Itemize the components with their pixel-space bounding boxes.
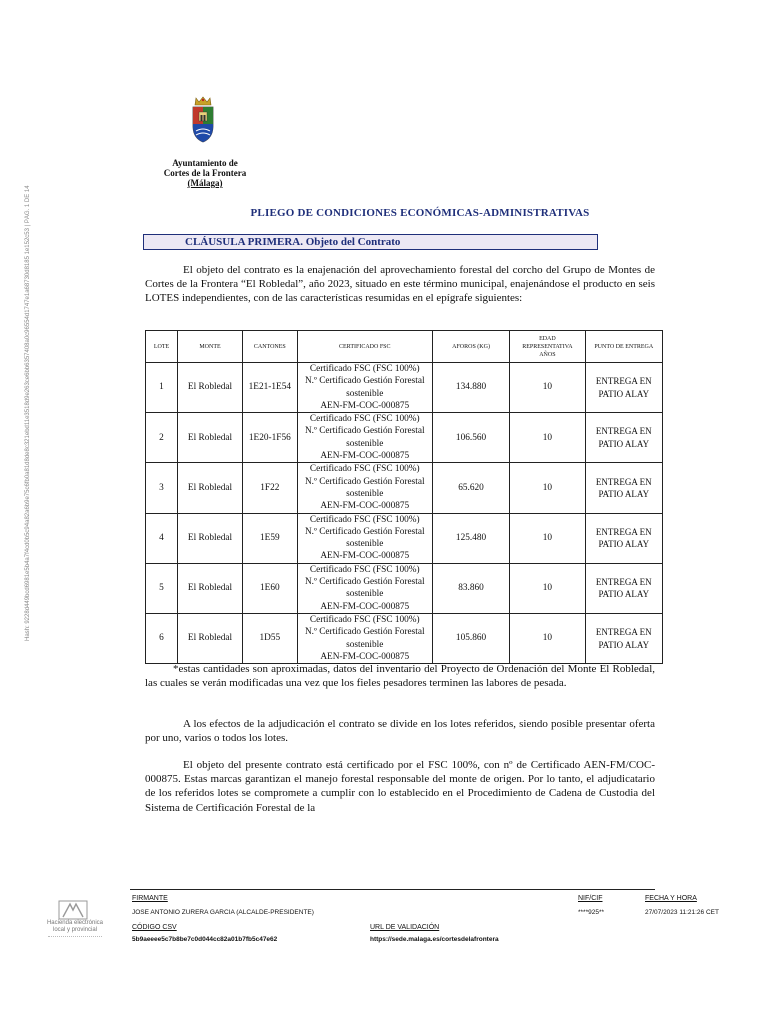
- cell-aforos: 105.860: [432, 613, 509, 663]
- cell-lote: 3: [146, 463, 178, 513]
- cell-monte: El Robledal: [177, 513, 242, 563]
- cert-line: N.º Certificado Gestión Forestal: [304, 476, 425, 487]
- table-row: [146, 463, 663, 513]
- cert-line: AEN-FM-COC-000875: [320, 451, 410, 462]
- cert-line: Certificado FSC (FSC 100%): [309, 464, 420, 475]
- firmante-value: JOSE ANTONIO ZURERA GARCIA (ALCALDE-PRESIDENTE): [132, 909, 314, 916]
- cell-aforos: 134.880: [432, 363, 509, 413]
- table-row: [146, 513, 663, 563]
- table-row: [146, 363, 663, 413]
- quantities-note: *estas cantidades son aproximadas, datos del inventario del Proyecto de Ordenación del Monte El Robledal, las cuales se verán modificadas una vez que los fieles pesadores terminen las labores de pesada.: [145, 663, 655, 690]
- lots-division-paragraph: A los efectos de la adjudicación el contrato se divide en los lotes referidos, siendo posible presentar oferta por uno, varios o todos los lotes.: [145, 718, 655, 745]
- cell-monte: El Robledal: [177, 563, 242, 613]
- validation-url-link[interactable]: https://sede.malaga.es/cortesdelafrontera: [370, 936, 499, 943]
- header-lote: LOTE: [146, 331, 178, 363]
- nif-value: ****925**: [578, 909, 605, 916]
- header-certificado: CERTIFICADO FSC: [297, 331, 432, 363]
- logo-line-2: local y provincial: [52, 927, 98, 933]
- cert-line: N.º Certificado Gestión Forestal: [304, 526, 425, 537]
- org-line-3: (Málaga): [187, 178, 223, 188]
- cert-line: N.º Certificado Gestión Forestal: [304, 376, 425, 387]
- cell-certificado: [297, 363, 432, 413]
- cell-certificado: [297, 563, 432, 613]
- fecha-label: FECHA Y HORA: [645, 895, 697, 902]
- cell-lote: 6: [146, 613, 178, 663]
- cell-edad: 10: [510, 413, 585, 463]
- cert-line: Certificado FSC (FSC 100%): [309, 564, 420, 575]
- cert-line: Certificado FSC (FSC 100%): [309, 364, 420, 374]
- cell-punto-entrega: ENTREGA EN PATIO ALAY: [585, 513, 662, 563]
- cert-line: sostenible: [346, 388, 384, 399]
- cell-aforos: 106.560: [432, 413, 509, 463]
- clause-title: CLÁUSULA PRIMERA. Objeto del Contrato: [185, 236, 401, 248]
- document-hash-stamp: Hash: 9228d449bcd6981e5b4a7f4cd0b5c94a82a6b9e75c6fb0a81d8de8c321ebd11e3518d9e263ce6bb6357408a0c96554d1747e1a68730d8185 1e152c53 | PÁG. 1 DE 14: [25, 185, 31, 641]
- cert-line: Certificado FSC (FSC 100%): [309, 514, 420, 525]
- cell-edad: 10: [510, 363, 585, 413]
- cert-line: AEN-FM-COC-000875: [320, 551, 410, 562]
- cell-edad: 10: [510, 613, 585, 663]
- cell-punto-entrega: ENTREGA EN PATIO ALAY: [585, 613, 662, 663]
- url-label: URL DE VALIDACIÓN: [370, 924, 440, 931]
- cell-certificado: [297, 463, 432, 513]
- cell-aforos: 125.480: [432, 513, 509, 563]
- cell-monte: El Robledal: [177, 363, 242, 413]
- lots-table: [145, 330, 663, 664]
- header-edad-line-2: REPRESENTATIVA: [522, 343, 573, 350]
- header-edad-line-1: EDAD: [539, 335, 556, 342]
- cert-line: sostenible: [346, 589, 384, 600]
- table-row: [146, 613, 663, 663]
- cell-punto-entrega: ENTREGA EN PATIO ALAY: [585, 363, 662, 413]
- organization-name: [150, 158, 260, 188]
- table-header-row: [146, 331, 663, 363]
- cell-certificado: [297, 613, 432, 663]
- table-row: [146, 563, 663, 613]
- table-row: [146, 413, 663, 463]
- org-line-1: Ayuntamiento de: [172, 158, 238, 168]
- cell-monte: El Robledal: [177, 463, 242, 513]
- cert-line: Certificado FSC (FSC 100%): [309, 414, 420, 425]
- cert-line: sostenible: [346, 488, 384, 499]
- cell-cantones: 1E20-1F56: [242, 413, 297, 463]
- coat-of-arms-icon: [190, 96, 216, 144]
- intro-paragraph: El objeto del contrato es la enajenación del aprovechamiento forestal del corcho del Grupo de Montes de Cortes de la Frontera “El Robledal”, año 2023, situado en este término municipal, enajenándose el producto en seis LOTES independientes, con de las características resumidas en el epígrafe siguientes:: [145, 264, 655, 305]
- header-cantones: CANTONES: [242, 331, 297, 363]
- cell-monte: El Robledal: [177, 613, 242, 663]
- cert-line: AEN-FM-COC-000875: [320, 501, 410, 512]
- cell-punto-entrega: ENTREGA EN PATIO ALAY: [585, 463, 662, 513]
- nif-label: NIF/CIF: [578, 895, 603, 902]
- header-edad: [510, 331, 585, 363]
- cert-line: N.º Certificado Gestión Forestal: [304, 577, 425, 588]
- header-monte: MONTE: [177, 331, 242, 363]
- cell-aforos: 65.620: [432, 463, 509, 513]
- cell-aforos: 83.860: [432, 563, 509, 613]
- cell-cantones: 1E60: [242, 563, 297, 613]
- cert-line: AEN-FM-COC-000875: [320, 601, 410, 612]
- cell-edad: 10: [510, 463, 585, 513]
- cell-cantones: 1F22: [242, 463, 297, 513]
- logo-line-1: Hacienda electrónica: [46, 920, 104, 926]
- hacienda-logo-icon: [58, 900, 88, 920]
- cell-lote: 1: [146, 363, 178, 413]
- footer-divider: [130, 889, 655, 890]
- cell-cantones: 1E59: [242, 513, 297, 563]
- csv-value: 5b9aeeee5c7b8be7c0d044cc82a01b7fb5c47e62: [132, 936, 278, 943]
- org-line-2: Cortes de la Frontera: [163, 168, 247, 178]
- csv-label: CÓDIGO CSV: [132, 924, 177, 931]
- firmante-label: FIRMANTE: [132, 895, 168, 902]
- cert-line: sostenible: [346, 639, 384, 650]
- cell-punto-entrega: ENTREGA EN PATIO ALAY: [585, 563, 662, 613]
- fecha-value: 27/07/2023 11:21:26 CET: [645, 909, 719, 916]
- cert-line: Certificado FSC (FSC 100%): [309, 614, 420, 625]
- header-punto-entrega: PUNTO DE ENTREGA: [585, 331, 662, 363]
- cell-edad: 10: [510, 563, 585, 613]
- document-title: PLIEGO DE CONDICIONES ECONÓMICAS-ADMINISTRATIVAS: [250, 207, 590, 219]
- header-aforos: AFOROS (KG): [432, 331, 509, 363]
- cert-line: sostenible: [346, 539, 384, 550]
- cell-certificado: [297, 513, 432, 563]
- cell-punto-entrega: ENTREGA EN PATIO ALAY: [585, 413, 662, 463]
- cell-lote: 4: [146, 513, 178, 563]
- hacienda-logo-text: [30, 920, 120, 940]
- cell-cantones: 1E21-1E54: [242, 363, 297, 413]
- cell-certificado: [297, 413, 432, 463]
- logo-underline: [48, 936, 102, 940]
- cert-line: N.º Certificado Gestión Forestal: [304, 426, 425, 437]
- cell-edad: 10: [510, 513, 585, 563]
- cert-line: AEN-FM-COC-000875: [320, 400, 410, 411]
- cell-lote: 5: [146, 563, 178, 613]
- cert-line: sostenible: [346, 438, 384, 449]
- cert-line: AEN-FM-COC-000875: [320, 651, 410, 662]
- cell-monte: El Robledal: [177, 413, 242, 463]
- certification-paragraph: El objeto del presente contrato está certificado por el FSC 100%, con nº de Certificado AEN-FM/COC-000875. Estas marcas garantizan el manejo forestal responsable del monte de origen. Por lo tanto, el adjudicatario de los referidos lotes se compromete a cumplir con lo establecido en el Procedimiento de Cadena de Custodia del Sistema de Certificación Forestal de la: [145, 759, 655, 814]
- cell-lote: 2: [146, 413, 178, 463]
- header-edad-line-3: AÑOS: [539, 351, 556, 358]
- cell-cantones: 1D55: [242, 613, 297, 663]
- lots-table-body: [146, 363, 663, 664]
- cert-line: N.º Certificado Gestión Forestal: [304, 627, 425, 638]
